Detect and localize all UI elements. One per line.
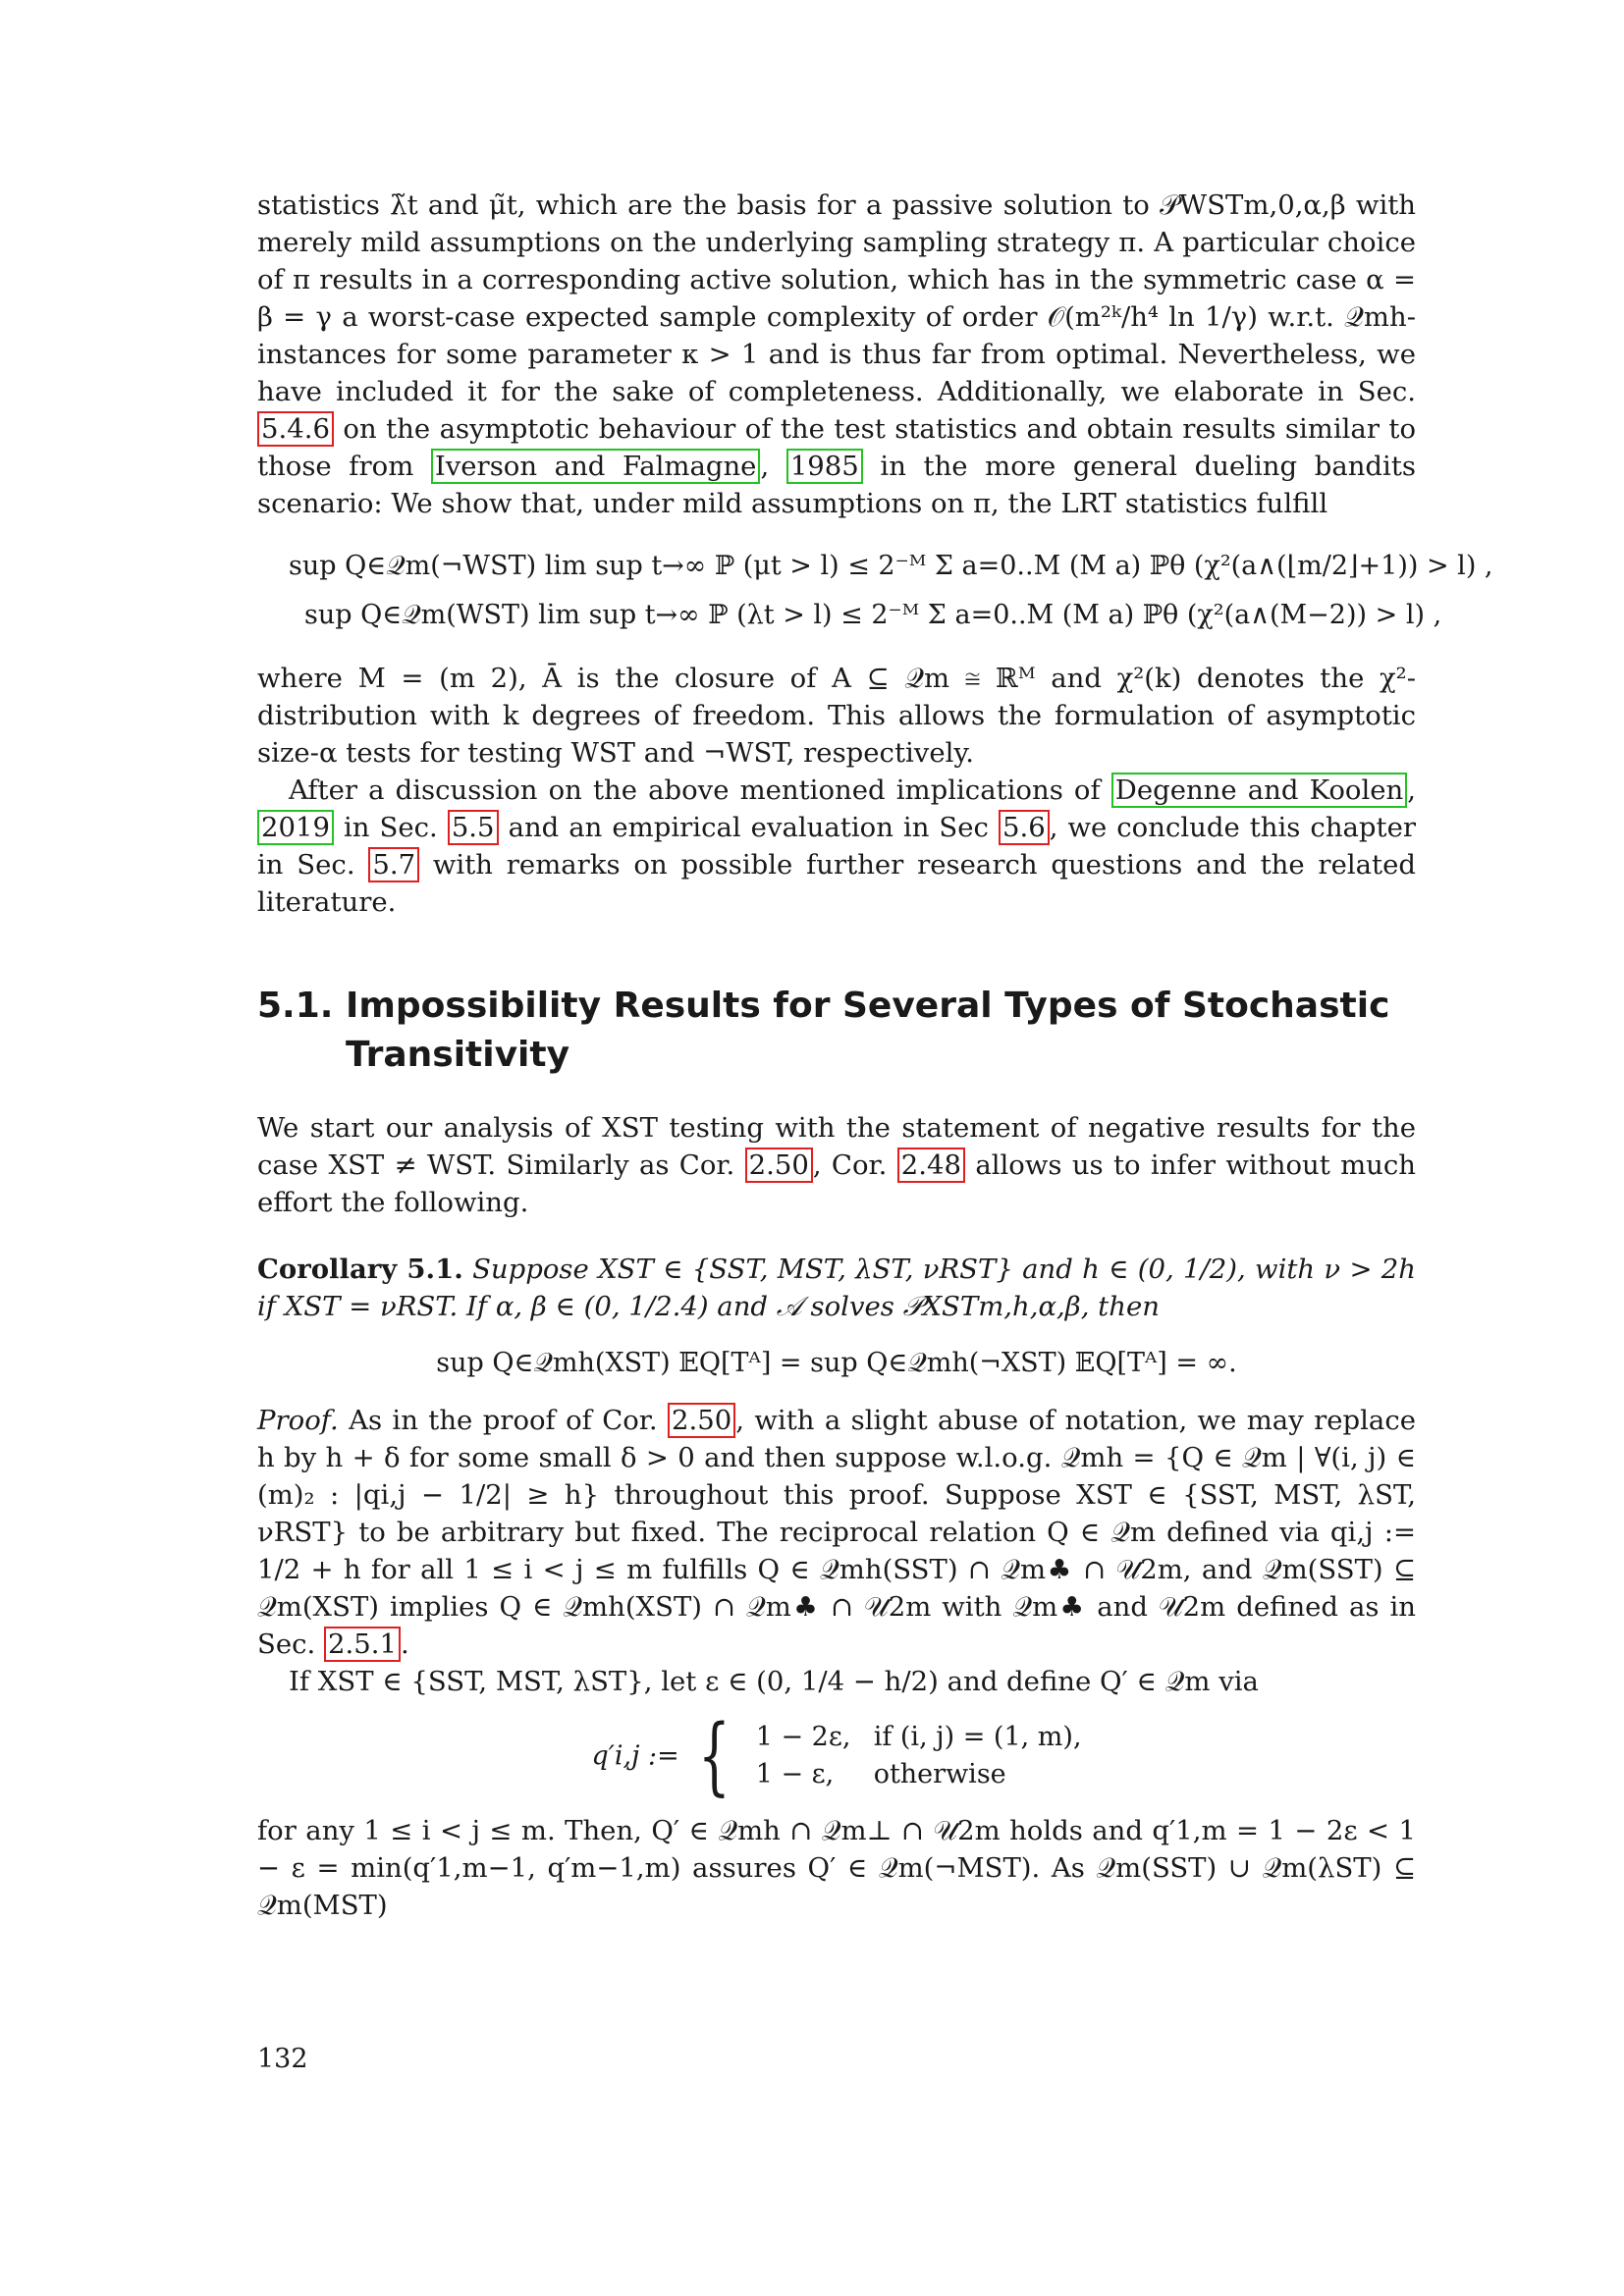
case-rows [756,1719,1082,1793]
proof-text-a: As in the proof of Cor. [349,1405,658,1436]
proof-text-b: , with a slight abuse of notation, we may replace h by h + δ for some small δ > 0 and then suppose w.l.o.g. 𝒬mh = {Q ∈ 𝒬m | ∀(i, j) ∈ (m)₂ : |qi,j − 1/2| ≥ h} throughout this proof. Suppose XST ∈ {SST, MST, λST, νRST} to be arbitrary but fixed. The reciprocal relation Q ∈ 𝒬m defined via qi,j := 1/2 + h for all 1 ≤ i < j ≤ m fulfills Q ∈ 𝒬mh(SST) ∩ 𝒬m♣ ∩ 𝒰2m, and 𝒬m(SST) ⊆ 𝒬m(XST) implies Q ∈ 𝒬mh(XST) ∩ 𝒬m♣ ∩ 𝒰2m with 𝒬m♣ and 𝒰2m defined as in Sec. [257,1405,1416,1660]
ref-cor-2-48[interactable]: 2.48 [897,1148,965,1183]
corollary-text: Suppose XST ∈ {SST, MST, λST, νRST} and h ∈ (0, 1/2), with ν > 2h if XST = νRST. If α, β ∈ (0, 1/2.4) and 𝒜 solves 𝒫XSTm,h,α,β, then [257,1254,1416,1322]
citation-1985[interactable]: 1985 [786,449,863,484]
page-number: 132 [257,2044,308,2074]
discussion-text-e: with remarks on possible further research questions and the related literature. [257,849,1416,918]
section-number: 5.1. [257,986,334,1026]
section-heading [257,982,1416,1080]
citation-degenne[interactable]: Degenne and Koolen [1111,773,1408,808]
brace-glyph: { [698,1707,731,1805]
ref-sec-5-5[interactable]: 5.5 [448,810,499,845]
start-paragraph [257,1109,1416,1221]
ref-sec-5-7[interactable]: 5.7 [368,847,419,882]
case-2 [756,1756,1082,1793]
corollary-5-1 [257,1251,1416,1325]
citation-2019[interactable]: 2019 [257,810,334,845]
proof-text-c: . [401,1629,409,1660]
case-2-value: 1 − ε, [755,1759,835,1789]
equation-expectation: sup Q∈𝒬mh(XST) 𝔼Q[Tᴬ] = sup Q∈𝒬mh(¬XST) 𝔼Q[Tᴬ] = ∞. [436,1348,1237,1378]
ref-sec-5-6[interactable]: 5.6 [999,810,1050,845]
start-text-b: , Cor. [812,1149,888,1181]
define-paragraph: If XST ∈ {SST, MST, λST}, let ε ∈ (0, 1/4 − h/2) and define Q′ ∈ 𝒬m via [289,1666,1259,1697]
case-1-value: 1 − 2ε, [755,1722,851,1752]
intro-text-b: on the asymptotic behaviour of the test statistics and obtain results similar to those from [257,413,1416,482]
case-1 [756,1719,1082,1756]
discussion-text-b: in Sec. [344,812,438,843]
discussion-text-c: and an empirical evaluation in Sec [508,812,989,843]
case-2-condition: otherwise [873,1759,1006,1789]
start-text-c: allows us to infer without much effort the following. [257,1149,1417,1218]
case-1-condition: if (i, j) = (1, m), [873,1722,1082,1752]
final-paragraph: for any 1 ≤ i < j ≤ m. Then, Q′ ∈ 𝒬mh ∩ 𝒬m⊥ ∩ 𝒰2m holds and q′1,m = 1 − 2ε < 1 − ε = min(q′1,m−1, q′m−1,m) assures Q′ ∈ 𝒬m(¬MST). As 𝒬m(SST) ∪ 𝒬m(λST) ⊆ 𝒬m(MST) [257,1815,1416,1921]
start-text-a: We start our analysis of XST testing with the statement of negative results for the case XST ≠ WST. Similarly as Cor. [257,1112,1416,1181]
case-lhs: q′i,j := [591,1740,679,1772]
equation-mu: sup Q∈𝒬m(¬WST) lim sup t→∞ ℙ (μt > l) ≤ 2⁻ᴹ Σ a=0..M (M a) ℙθ (χ²(a∧(⌊m/2⌋+1)) > l) , [289,551,1493,581]
equation-lambda: sup Q∈𝒬m(WST) lim sup t→∞ ℙ (λt > l) ≤ 2⁻ᴹ Σ a=0..M (M a) ℙθ (χ²(a∧(M−2)) > l) , [304,600,1442,630]
discussion-paragraph: After a discussion on the above mentioned implications of Degenne and Koolen , 2019 in Sec. 5.5 and an empirical evaluation in Sec 5.6 , we conclude this chapter in Sec. 5.7 with remarks on possible further research questions and the related literature. [257,774,1417,918]
proof-paragraph [257,1402,1416,1663]
corollary-label: Corollary 5.1. [257,1254,463,1285]
where-paragraph: where M = (m 2), Ā is the closure of A ⊆ 𝒬m ≅ ℝᴹ and χ²(k) denotes the χ²-distribution with k degrees of freedom. This allows the formulation of asymptotic size-α tests for testing WST and ¬WST, respectively. [257,663,1416,769]
ref-cor-2-50[interactable]: 2.50 [745,1148,813,1183]
ref-sec-5-4-6[interactable]: 5.4.6 [257,411,334,447]
discussion-text-a: After a discussion on the above mentioned implications of [289,774,1101,806]
intro-text: statistics λ̃t and μ̃t, which are the basis for a passive solution to 𝒫WSTm,0,α,β with merely mild assumptions on the underlying sampling strategy π. A particular choice of π results in a corresponding active solution, which has in the symmetric case α = β = γ a worst-case expected sample complexity of order 𝒪(m²ᵏ/h⁴ ln 1/γ) w.r.t. 𝒬mh-instances for some parameter κ > 1 and is thus far from optimal. Nevertheless, we have included it for the sake of completeness. Additionally, we elaborate in Sec. [257,189,1416,407]
case-equation [257,1707,1416,1805]
intro-paragraph: statistics λ̃t and μ̃t, which are the basis for a passive solution to 𝒫WSTm,0,α,β with merely mild assumptions on the underlying sampling strategy π. A particular choice of π results in a corresponding active solution, which has in the symmetric case α = β = γ a worst-case expected sample complexity of order 𝒪(m²ᵏ/h⁴ ln 1/γ) w.r.t. 𝒬mh-instances for some parameter κ > 1 and is thus far from optimal. Nevertheless, we have included it for the sake of completeness. Additionally, we elaborate in Sec. 5.4.6 on the asymptotic behaviour of the test statistics and obtain results similar to those from Iverson and Falmagne , 1985 in the more general dueling bandits scenario: We show that, under mild assumptions on π, the LRT statistics fulfill [257,189,1416,519]
section-title: Impossibility Results for Several Types of Stochastic Transitivity [346,986,1390,1075]
discussion-text-d: , we conclude this chapter in Sec. [257,812,1416,881]
page-content [257,187,1493,1924]
proof-label: Proof. [257,1405,339,1436]
ref-cor-2-50-proof[interactable]: 2.50 [668,1403,735,1438]
citation-iverson[interactable]: Iverson and Falmagne [431,449,761,484]
intro-text-c: in the more general dueling bandits scenario: We show that, under mild assumptions on π, the LRT statistics fulfill [257,451,1416,519]
ref-sec-2-5-1[interactable]: 2.5.1 [324,1627,401,1662]
